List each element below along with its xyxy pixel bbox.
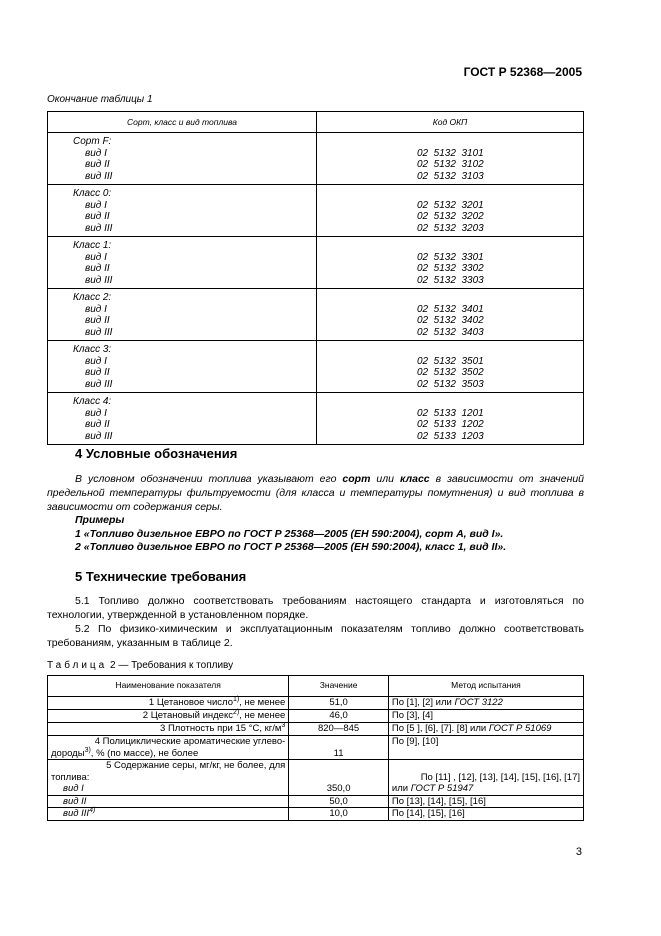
name-text: 2 Цетановый индекс	[142, 710, 233, 721]
name-text: 5 Содержание серы, мг/кг, не более, для	[106, 760, 286, 771]
footnote-ref: 3	[281, 722, 286, 729]
fuel-grade-cell	[48, 133, 317, 185]
okp-code: 02 5132 3302	[417, 263, 484, 274]
okp-code-cell	[317, 185, 584, 237]
table1-row	[48, 341, 584, 393]
fuel-grade-cell	[48, 393, 317, 445]
table1	[47, 111, 584, 445]
example-2: 2 «Топливо дизельное ЕВРО по ГОСТ Р 25368—2005 (ЕН 590:2004), класс 1, вид II».	[75, 541, 507, 553]
group-item: вид II	[85, 211, 110, 222]
name-text: вид III	[63, 808, 90, 819]
method-standard: ГОСТ Р 51069	[488, 723, 552, 734]
name-text: 3 Плотность при 15 °С, кг/м	[160, 723, 282, 734]
table1-row	[48, 185, 584, 237]
okp-code: 02 5132 3403	[417, 326, 484, 338]
test-method	[388, 697, 583, 710]
indicator-name	[48, 723, 289, 736]
example-1: 1 «Топливо дизельное ЕВРО по ГОСТ Р 25368—2005 (ЕН 590:2004), сорт А, вид I».	[75, 527, 504, 540]
test-method: По [3], [4]	[388, 710, 583, 723]
okp-code: 02 5132 3301	[417, 251, 484, 263]
fuel-grade-cell	[48, 237, 317, 289]
table-row	[48, 723, 584, 736]
table1-row	[48, 133, 584, 185]
okp-code-cell	[317, 237, 584, 289]
table2-header-value: Значение	[289, 676, 389, 697]
table1-col1-header: Сорт, класс и вид топлива	[48, 112, 317, 133]
okp-code-cell	[317, 289, 584, 341]
group-item: вид II	[85, 419, 110, 430]
method-text: По [1], [2] или	[391, 697, 452, 708]
group-item: вид II	[85, 159, 110, 170]
test-method	[388, 723, 583, 736]
table-row	[48, 710, 584, 723]
indicator-value: 350,0	[289, 760, 389, 796]
test-method	[388, 760, 583, 796]
group-item: вид III	[85, 430, 113, 442]
okp-code: 02 5132 3102	[417, 159, 484, 170]
group-item: вид I	[85, 199, 107, 211]
okp-code: 02 5132 3503	[417, 378, 484, 390]
table2-header-name: Наименование показателя	[48, 676, 289, 697]
okp-code: 02 5132 3402	[417, 315, 484, 326]
method-standard: ГОСТ Р 51947	[410, 783, 474, 794]
test-method: По [14], [15], [16]	[388, 808, 583, 821]
group-item: вид I	[85, 407, 107, 419]
group-item: вид II	[85, 367, 110, 378]
group-title: Класс 3:	[73, 344, 112, 355]
group-item: вид III	[85, 326, 113, 338]
indicator-value: 820—845	[289, 723, 389, 736]
para-bold-class: класс	[400, 473, 430, 485]
table2-caption	[47, 660, 233, 671]
name-text: , % (по массе), не более	[90, 747, 199, 759]
section4-paragraph	[47, 472, 584, 514]
examples-block	[75, 514, 506, 555]
group-item: вид I	[85, 355, 107, 367]
okp-code: 02 5133 1202	[417, 419, 484, 430]
okp-code-cell	[317, 393, 584, 445]
fuel-grade-cell	[48, 185, 317, 237]
para-text: 5.2 По физико-химическим и эксплуатационным показателям топливо должно соответствовать требованиям, указанным в таблице 2.	[47, 623, 584, 649]
group-title: Класс 2:	[73, 292, 112, 303]
group-item: вид II	[85, 315, 110, 326]
para-text: или	[376, 473, 395, 485]
indicator-name	[48, 710, 289, 723]
table1-col2-header: Код ОКП	[317, 112, 584, 133]
group-item: вид I	[85, 147, 107, 159]
footnote-ref: 1)	[232, 696, 240, 703]
indicator-value: 46,0	[289, 710, 389, 723]
indicator-value: 10,0	[289, 808, 389, 821]
group-item: вид III	[85, 378, 113, 390]
okp-code-cell	[317, 133, 584, 185]
name-text: дороды	[51, 747, 85, 759]
okp-code: 02 5132 3502	[417, 367, 484, 378]
section4-title: 4 Условные обозначения	[75, 446, 238, 461]
table1-row	[48, 289, 584, 341]
section5-paragraph-2	[47, 622, 584, 650]
table-row	[48, 808, 584, 821]
footnote-ref: 4)	[89, 807, 96, 814]
test-method: По [13], [14], [15], [16]	[388, 795, 583, 808]
table-row	[48, 736, 584, 760]
section5-paragraph-1	[47, 594, 584, 622]
table-row	[48, 795, 584, 808]
para-bold-grade: сорт	[342, 473, 371, 485]
group-item: вид III	[85, 222, 113, 234]
table-row	[48, 697, 584, 710]
table1-row	[48, 237, 584, 289]
footnote-ref: 2)	[232, 709, 240, 716]
indicator-name	[48, 697, 289, 710]
para-text: 5.1 Топливо должно соответствовать требованиям настоящего стандарта и изготовляться по технологии, утвержденной в установленном порядке.	[47, 595, 584, 621]
group-title: Класс 0:	[73, 188, 112, 199]
group-item: вид I	[85, 251, 107, 263]
name-text: 4 Полициклические ароматические углево-	[94, 736, 286, 747]
table1-header-row	[48, 112, 584, 133]
document-header: ГОСТ Р 52368—2005	[463, 65, 582, 79]
group-item: вид III	[85, 170, 113, 182]
page-number: 3	[575, 846, 582, 858]
sub-item	[48, 808, 289, 821]
indicator-value: 50,0	[289, 795, 389, 808]
okp-code: 02 5132 3101	[417, 147, 484, 159]
okp-code: 02 5133 1201	[417, 407, 484, 419]
para-text: в зависимости от значений предельной температуры фильтруемости (для класса и температуры помутнения) и вид топлива в зависимости от содержания серы.	[47, 473, 585, 513]
okp-code: 02 5132 3201	[417, 199, 484, 211]
group-title: Сорт F:	[73, 136, 112, 147]
table1-row	[48, 393, 584, 445]
okp-code: 02 5132 3303	[417, 274, 484, 286]
caption-text: 2 — Требования к топливу	[110, 660, 234, 671]
okp-code: 02 5132 3401	[417, 303, 484, 315]
method-text: или	[391, 783, 409, 794]
fuel-grade-cell	[48, 341, 317, 393]
section5-title: 5 Технические требования	[75, 569, 247, 584]
sub-item: вид II	[48, 795, 289, 808]
okp-code: 02 5133 1203	[417, 430, 484, 442]
indicator-name	[48, 736, 289, 760]
group-item: вид II	[85, 263, 110, 274]
name-text: 1 Цетановое число	[148, 697, 233, 708]
group-item: вид III	[85, 274, 113, 286]
name-text: , не менее	[239, 710, 286, 721]
table-row	[48, 760, 584, 796]
para-text: В условном обозначении топлива указывают его	[75, 473, 337, 485]
footnote-ref: 3)	[84, 746, 91, 754]
table2-header-row	[48, 676, 584, 697]
okp-code: 02 5132 3501	[417, 355, 484, 367]
sub-item: вид I	[63, 783, 84, 794]
examples-label: Примеры	[75, 514, 125, 526]
okp-code: 02 5132 3103	[417, 170, 484, 182]
method-text: По [5 ], [6], [7]. [8] или	[391, 723, 487, 734]
fuel-grade-cell	[48, 289, 317, 341]
indicator-value: 51,0	[289, 697, 389, 710]
group-title: Класс 4:	[73, 396, 112, 407]
group-title: Класс 1:	[73, 240, 112, 251]
method-text: По [11] , [12], [13], [14], [15], [16], [17]	[420, 771, 580, 783]
caption-label: Таблица	[47, 660, 108, 671]
okp-code: 02 5132 3203	[417, 222, 484, 234]
okp-code-cell	[317, 341, 584, 393]
table1-caption: Окончание таблицы 1	[47, 94, 153, 105]
indicator-name	[48, 760, 289, 796]
name-text: топлива:	[51, 771, 90, 783]
indicator-value: 11	[289, 736, 389, 760]
test-method: По [9], [10]	[388, 736, 583, 760]
table2-header-method: Метод испытания	[388, 676, 583, 697]
name-text: , не менее	[239, 697, 286, 708]
method-standard: ГОСТ 3122	[454, 697, 503, 708]
okp-code: 02 5132 3202	[417, 211, 484, 222]
name-line-2	[51, 748, 285, 760]
group-item: вид I	[85, 303, 107, 315]
table2	[47, 675, 584, 821]
